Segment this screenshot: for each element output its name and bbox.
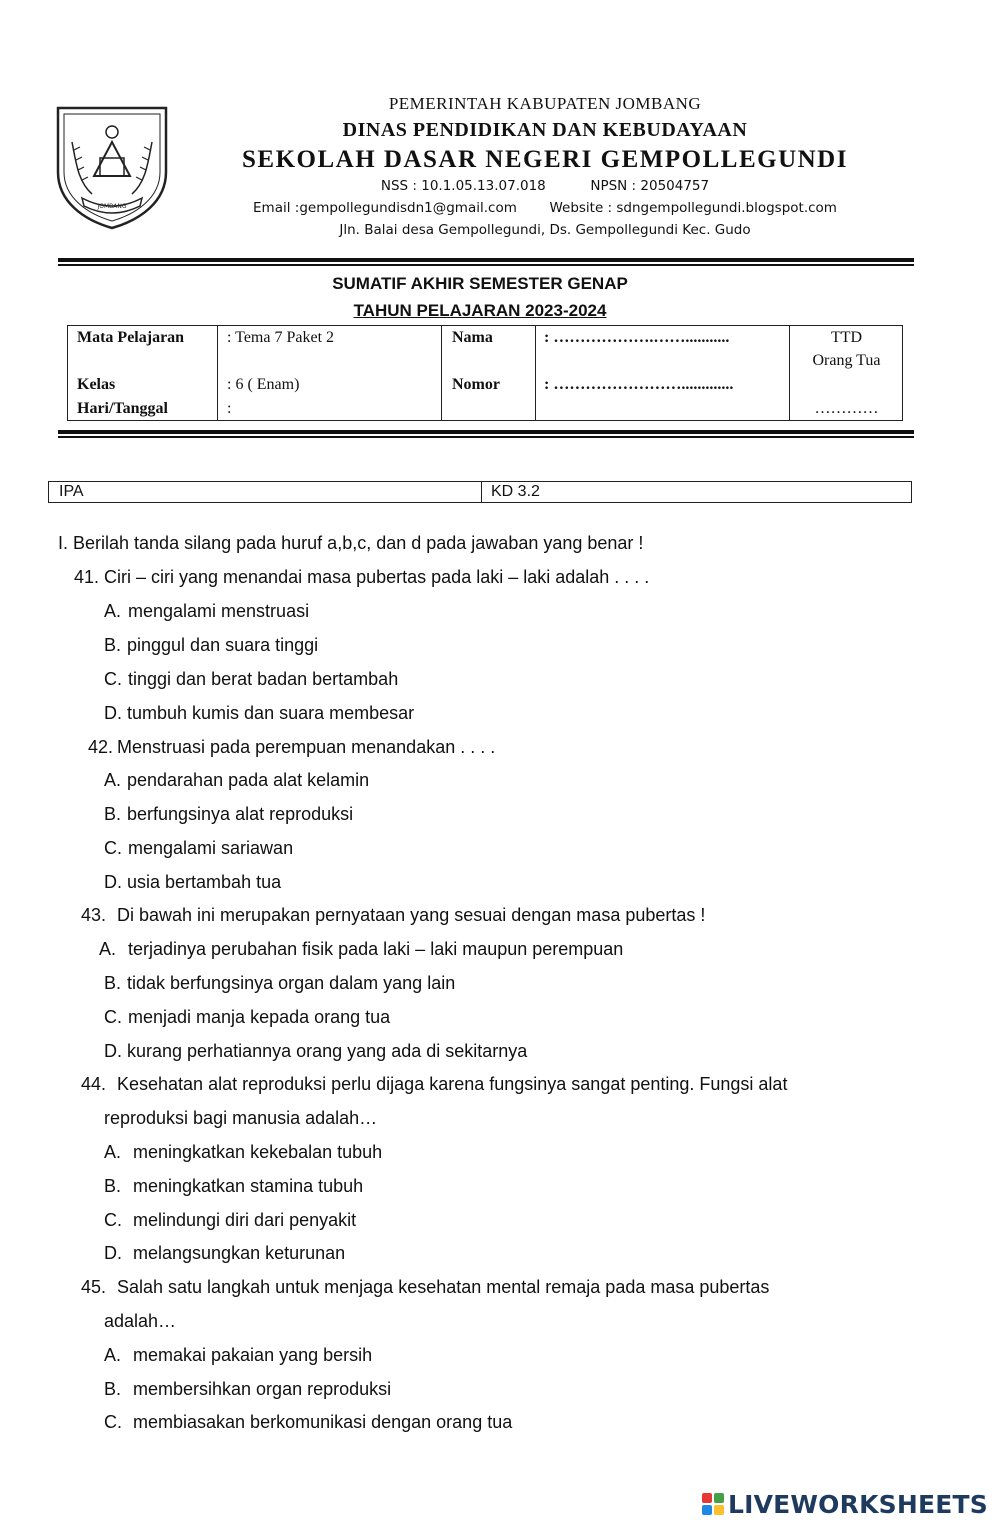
option-letter: A. xyxy=(104,601,122,621)
option-letter: B. xyxy=(104,635,122,655)
option-letter: C. xyxy=(104,1007,122,1027)
regency-crest-logo xyxy=(52,102,172,232)
question-text: Ciri – ciri yang menandai masa pubertas pada laki – laki adalah . . . . xyxy=(104,567,650,587)
date-field[interactable]: : xyxy=(227,400,232,417)
school-address: Jln. Balai desa Gempollegundi, Ds. Gempollegundi Kec. Gudo xyxy=(339,222,751,238)
option-letter: C. xyxy=(104,838,122,858)
option-text: kurang perhatiannya orang yang ada di sekitarnya xyxy=(127,1041,528,1061)
school-website: Website : sdngempollegundi.blogspot.com xyxy=(549,200,837,216)
option-text: meningkatkan kekebalan tubuh xyxy=(133,1142,383,1162)
liveworksheets-watermark[interactable] xyxy=(702,1488,988,1520)
table-rule-thin xyxy=(58,436,914,438)
option-letter: D. xyxy=(104,872,122,892)
option-letter: A. xyxy=(104,770,122,790)
option-text: mengalami sariawan xyxy=(128,838,294,858)
school-name: SEKOLAH DASAR NEGERI GEMPOLLEGUNDI xyxy=(242,146,848,173)
option-text: menjadi manja kepada orang tua xyxy=(128,1007,391,1027)
crest-ribbon-text: JOMBANG xyxy=(97,203,127,210)
parent-label: Orang Tua xyxy=(812,352,881,369)
question-number: 43. xyxy=(81,905,107,925)
government-line: PEMERINTAH KABUPATEN JOMBANG xyxy=(388,94,702,113)
option-text: melangsungkan keturunan xyxy=(133,1243,346,1263)
subject-name: IPA xyxy=(59,483,84,500)
question-number: 45. xyxy=(81,1277,107,1297)
option-letter: C. xyxy=(104,1210,122,1230)
npsn-number: NPSN : 20504757 xyxy=(590,178,710,194)
option-letter: A. xyxy=(99,939,117,959)
question-text: Kesehatan alat reproduksi perlu dijaga karena fungsinya sangat penting. Fungsi alat xyxy=(117,1074,788,1094)
option-text: membersihkan organ reproduksi xyxy=(133,1379,392,1399)
department-line: DINAS PENDIDIKAN DAN KEBUDAYAAN xyxy=(342,119,748,141)
option-letter: B. xyxy=(104,1379,122,1399)
number-field[interactable]: : ……………………............. xyxy=(544,376,734,393)
option-text: membiasakan berkomunikasi dengan orang tua xyxy=(133,1412,513,1432)
letterhead-rule xyxy=(58,258,914,262)
exam-title: SUMATIF AKHIR SEMESTER GENAP xyxy=(332,274,628,293)
competency-code: KD 3.2 xyxy=(491,483,540,500)
date-label: Hari/Tanggal xyxy=(77,400,168,417)
name-field[interactable]: : ……………….……........... xyxy=(544,329,730,346)
option-letter: B. xyxy=(104,973,122,993)
question-number: 44. xyxy=(81,1074,107,1094)
academic-year: TAHUN PELAJARAN 2023-2024 xyxy=(353,301,607,320)
school-email: Email :gempollegundisdn1@gmail.com xyxy=(253,200,517,216)
option-text: berfungsinya alat reproduksi xyxy=(127,804,354,824)
subject-value: : Tema 7 Paket 2 xyxy=(227,329,335,346)
name-label: Nama xyxy=(452,329,493,346)
option-text: pinggul dan suara tinggi xyxy=(127,635,319,655)
option-letter: A. xyxy=(104,1345,122,1365)
option-letter: D. xyxy=(104,1243,122,1263)
option-letter: D. xyxy=(104,1041,122,1061)
option-letter: C. xyxy=(104,669,122,689)
question-text: Menstruasi pada perempuan menandakan . . . . xyxy=(117,737,496,757)
class-label: Kelas xyxy=(77,376,116,393)
option-text: terjadinya perubahan fisik pada laki – laki maupun perempuan xyxy=(128,939,624,959)
option-text: mengalami menstruasi xyxy=(128,601,310,621)
option-text: usia bertambah tua xyxy=(127,872,282,892)
option-letter: A. xyxy=(104,1142,122,1162)
question-number: 42. xyxy=(88,737,114,757)
option-text: tidak berfungsinya organ dalam yang lain xyxy=(127,973,456,993)
nss-number: NSS : 10.1.05.13.07.018 xyxy=(380,178,546,194)
letterhead-rule-thin xyxy=(58,264,914,266)
question-text-continued: reproduksi bagi manusia adalah… xyxy=(104,1108,378,1128)
student-identity-table xyxy=(67,325,903,421)
option-letter: C. xyxy=(104,1412,122,1432)
option-letter: D. xyxy=(104,703,122,723)
table-rule xyxy=(58,430,914,434)
subject-label: Mata Pelajaran xyxy=(77,329,185,346)
option-text: melindungi diri dari penyakit xyxy=(133,1210,357,1230)
question-number: 41. xyxy=(74,567,100,587)
watermark-text: LIVEWORKSHEETS xyxy=(727,1489,988,1519)
option-text: memakai pakaian yang bersih xyxy=(133,1345,373,1365)
contact-line xyxy=(200,200,890,216)
signature-label: TTD xyxy=(830,329,863,346)
option-letter: B. xyxy=(104,804,122,824)
option-text: tumbuh kumis dan suara membesar xyxy=(127,703,415,723)
subject-bar xyxy=(48,481,912,503)
signature-field[interactable]: ………… xyxy=(814,400,879,417)
option-text: tinggi dan berat badan bertambah xyxy=(128,669,399,689)
question-text: Salah satu langkah untuk menjaga kesehatan mental remaja pada masa pubertas xyxy=(117,1277,770,1297)
option-text: pendarahan pada alat kelamin xyxy=(127,770,370,790)
option-letter: B. xyxy=(104,1176,122,1196)
question-text: Di bawah ini merupakan pernyataan yang sesuai dengan masa pubertas ! xyxy=(117,905,706,925)
question-text-continued: adalah… xyxy=(104,1311,177,1331)
number-label: Nomor xyxy=(452,376,500,393)
liveworksheets-logo-icon xyxy=(702,1493,724,1515)
school-ids xyxy=(200,178,890,194)
option-text: meningkatkan stamina tubuh xyxy=(133,1176,364,1196)
instruction-text: I. Berilah tanda silang pada huruf a,b,c, dan d pada jawaban yang benar ! xyxy=(58,533,644,553)
class-value: : 6 ( Enam) xyxy=(227,376,300,393)
